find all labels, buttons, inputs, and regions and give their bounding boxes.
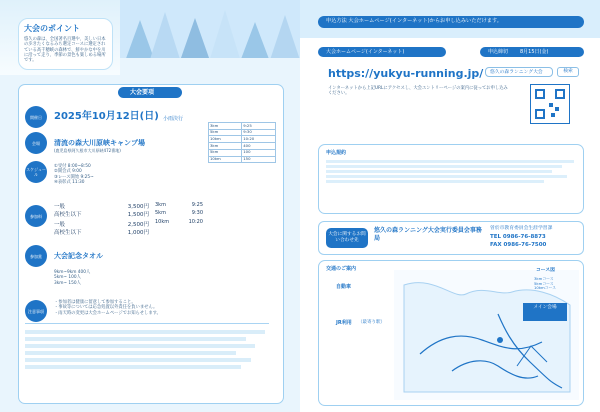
office-tel: TEL 0986-76-8873: [490, 234, 546, 240]
text-line: [326, 170, 552, 173]
office-title: 悠久の森ランニング大会実行委員会事務局: [374, 227, 482, 242]
schedule-item: ②開会式 9:00: [54, 169, 82, 175]
terms-text-lines: [326, 160, 574, 185]
notes-badge: 注意事項: [25, 300, 47, 322]
fee-row: [54, 212, 149, 219]
note-item: ・雨天時の変更は大会ホームページでお知らせします。: [54, 310, 161, 316]
category-table-value: 150: [242, 156, 276, 163]
venue-name: 清流の森大川原峡キャンプ場: [54, 139, 145, 147]
note-item: ・事故等については応急処置以外責任を負いません。: [54, 305, 158, 311]
venue-address: (鹿児島県阿久根市大川原峡472番地): [54, 148, 121, 153]
category-distance: 10km: [155, 218, 170, 225]
qr-dot: [551, 113, 555, 117]
notes-paragraph-block: [25, 330, 265, 398]
fee-name: 高校生以下: [54, 229, 82, 236]
legend-item: 3kmコース: [534, 276, 554, 281]
deadline-value: 8月15日(金): [520, 49, 549, 55]
car-label: 自動車: [336, 284, 352, 290]
text-line: [326, 180, 544, 183]
text-line: [326, 160, 574, 163]
category-distance: 5km: [155, 210, 166, 217]
distance-line: 9km~9km 400人: [54, 270, 91, 275]
fees-badge: 参加料: [25, 205, 47, 227]
date-badge: 開催日: [25, 106, 47, 128]
category-table-distance: 10km: [209, 136, 242, 143]
site-label: 大会ホームページ(インターネット): [326, 49, 405, 55]
category-table-body: [209, 123, 276, 163]
outline-title: 大会要項: [130, 89, 155, 96]
point-text: 悠久の森は、全国著名百選や、美しい日本の歩きたくなるみち選定コースに選定されている高千穂峡の森林で、鮮やかな中を川に沿って走り、季節の景色も楽しめる場所です。: [24, 37, 106, 64]
search-button[interactable]: 検索: [557, 67, 579, 77]
contact-title: 大会に関するお問い合わせ先: [326, 228, 368, 248]
fee-name: 高校生以下: [54, 211, 82, 218]
category-table: [208, 122, 276, 163]
category-table-value: 100: [242, 149, 276, 156]
date-note: 小雨決行: [163, 116, 184, 122]
category-table-row: [209, 129, 276, 136]
text-line: [25, 365, 241, 369]
legend-item: 10kmコース: [534, 285, 556, 291]
category-table-value: 10:20: [242, 136, 276, 143]
category-table-distance: 10km: [209, 156, 242, 163]
text-line: [25, 337, 246, 341]
text-line: [25, 344, 255, 348]
category-table-row: [209, 136, 276, 143]
schedule-list: [54, 164, 189, 185]
fees-list: [54, 204, 149, 237]
fee-price: 1,500円: [127, 211, 149, 218]
main-venue-label: メイン会場: [523, 303, 567, 321]
train-note: （最寄り駅）: [358, 320, 385, 325]
category-time: 9:30: [191, 210, 203, 217]
fee-row: [54, 230, 149, 237]
text-line: [25, 351, 236, 355]
category-table-row: [209, 149, 276, 156]
schedule-badge: スケジュール: [25, 161, 47, 183]
search-box[interactable]: [485, 67, 553, 77]
train-label: JR利用: [336, 320, 352, 326]
category-distance: 3km: [155, 202, 166, 208]
category-table-row: [209, 123, 276, 130]
category-table-row: [209, 143, 276, 150]
site-url[interactable]: https://yukyu-running.jp/: [328, 67, 484, 80]
category-table-value: 400: [242, 143, 276, 150]
category-time: 10:20: [188, 218, 203, 225]
text-line: [326, 165, 562, 168]
note-item: ・参加者は健康に留意して参加すること。: [54, 300, 136, 305]
right-page: [300, 0, 600, 412]
qr-code[interactable]: [530, 84, 570, 124]
forest-photo: [120, 0, 300, 75]
course-legend: [534, 277, 574, 291]
qr-dot: [555, 107, 559, 111]
course-label: コース図: [536, 268, 555, 273]
qr-finder: [535, 109, 545, 119]
qr-finder: [555, 89, 565, 99]
qr-finder: [535, 89, 545, 99]
category-row: [155, 202, 203, 208]
venue-badge: 会場: [25, 132, 47, 154]
qr-dot: [549, 103, 553, 107]
category-time: 9:25: [191, 202, 203, 208]
category-table-distance: 5km: [209, 149, 242, 156]
distance-line: 5km~ 100人: [54, 275, 81, 281]
fee-price: 1,000円: [127, 229, 149, 236]
deadline-label: 申込締切: [488, 49, 509, 55]
prize-name: 大会記念タオル: [54, 252, 103, 260]
text-line: [25, 358, 251, 362]
fee-name: 一般: [54, 204, 66, 210]
fee-name: 一般: [54, 221, 66, 228]
fee-row: [54, 222, 149, 229]
event-date: 2025年10月12日(日): [54, 111, 159, 122]
terms-title: 申込規約: [326, 150, 347, 156]
category-table-distance: 3km: [209, 123, 242, 130]
category-table-row: [209, 156, 276, 163]
schedule-item: ④表彰式 11:30: [54, 180, 85, 186]
category-table-value: 9:30: [242, 129, 276, 136]
apply-header-text: 申込方法 大会ホームページ(インターネット)からお申し込みいただけます。: [326, 18, 502, 24]
fee-price: 3,500円: [127, 204, 149, 210]
category-table-distance: 3km: [209, 143, 242, 150]
fee-price: 2,500円: [127, 221, 149, 228]
schedule-item: ①受付 8:00~8:50: [54, 164, 91, 169]
fee-row: [54, 204, 149, 211]
apply-text: インターネットから上記URLにアクセスし、大会エントリーページの案内に従ってお申し込みください。: [328, 86, 508, 97]
search-text: 悠久の森ランニング大会: [490, 70, 543, 75]
category-table-distance: 5km: [209, 129, 242, 136]
point-title: 大会のポイント: [24, 24, 80, 33]
office-fax: FAX 0986-76-7500: [490, 242, 547, 248]
schedule-item: ③レース開始 9:25~: [54, 174, 94, 180]
category-row: [155, 219, 203, 225]
office-line: 曽於市教育委員会生涯学習課: [490, 226, 553, 231]
category-row: [155, 210, 203, 216]
access-title: 交通のご案内: [326, 266, 357, 272]
distance-line: 3km~ 150人: [54, 280, 81, 286]
category-table-value: 9:25: [242, 123, 276, 130]
legend-item: 5kmコース: [534, 280, 554, 286]
distance-box: [54, 270, 130, 286]
text-line: [326, 175, 567, 178]
section-divider: [25, 323, 269, 324]
notes-list: [54, 300, 264, 316]
text-line: [25, 330, 265, 334]
prize-badge: 参加賞: [25, 245, 47, 267]
category-list: [155, 202, 203, 225]
